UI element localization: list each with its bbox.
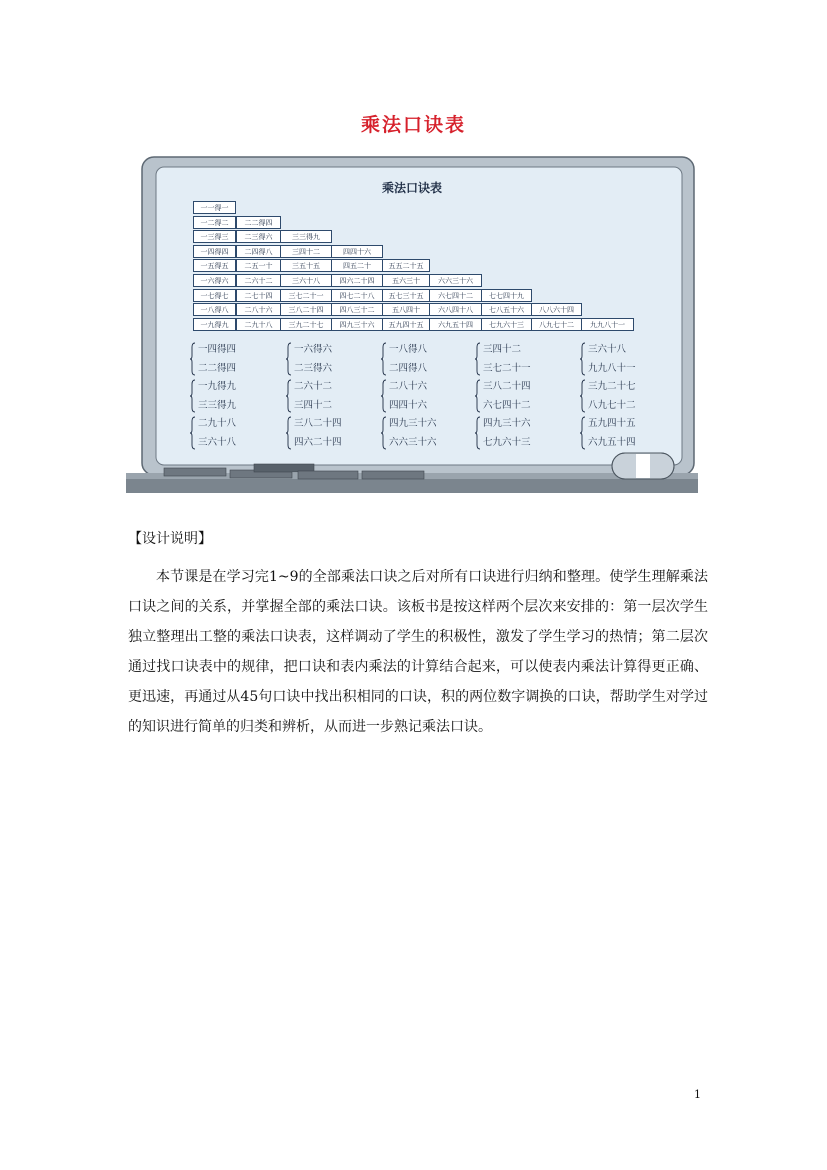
brace-mark <box>190 416 196 450</box>
pair-rhyme: 一六得六 <box>294 344 333 355</box>
page-number: 1 <box>694 1088 701 1101</box>
brace-mark <box>580 379 586 413</box>
table-cell: 二七十四 <box>236 289 281 302</box>
product-pair <box>475 378 567 416</box>
pair-rhyme: 四九三十六 <box>389 418 437 429</box>
table-cell: 六七四十二 <box>429 289 482 302</box>
product-pair <box>580 341 672 379</box>
table-cell: 三五十五 <box>280 259 332 272</box>
table-cell: 一五得五 <box>193 259 236 272</box>
pair-rhyme: 三六十八 <box>588 344 627 355</box>
table-cell: 八八六十四 <box>531 303 582 316</box>
table-cell: 二二得四 <box>236 216 281 229</box>
table-cell: 三六十八 <box>280 274 332 287</box>
table-cell: 九九八十一 <box>581 318 634 331</box>
pair-rhyme: 二八十六 <box>389 381 428 392</box>
brace-mark <box>286 342 292 376</box>
page-title: 乘法口诀表 <box>360 114 466 136</box>
table-cell: 二六十二 <box>236 274 281 287</box>
brace-mark <box>286 416 292 450</box>
table-cell: 七七四十九 <box>481 289 532 302</box>
pair-rhyme: 三七二十一 <box>483 363 531 374</box>
table-cell: 八九七十二 <box>531 318 582 331</box>
table-cell: 二九十八 <box>236 318 281 331</box>
table-cell: 一二得二 <box>193 216 236 229</box>
pair-rhyme: 三四十二 <box>294 400 333 411</box>
product-pair <box>381 378 473 416</box>
brace-mark <box>286 379 292 413</box>
table-cell: 四六二十四 <box>331 274 383 287</box>
table-cell: 五六三十 <box>382 274 430 287</box>
pair-rhyme: 三九二十七 <box>588 381 636 392</box>
product-pair <box>286 378 378 416</box>
pair-rhyme: 七九六十三 <box>483 437 531 448</box>
table-cell: 一九得九 <box>193 318 236 331</box>
table-cell: 三三得九 <box>280 230 332 243</box>
product-pair <box>580 378 672 416</box>
table-cell: 六八四十八 <box>429 303 482 316</box>
table-cell: 五八四十 <box>382 303 430 316</box>
table-cell: 四九三十六 <box>331 318 383 331</box>
table-cell: 一一得一 <box>193 201 236 214</box>
pair-rhyme: 三六十八 <box>198 437 237 448</box>
table-cell: 五五二十五 <box>382 259 430 272</box>
pair-rhyme: 六九五十四 <box>588 437 636 448</box>
table-cell: 一七得七 <box>193 289 236 302</box>
table-cell: 二五一十 <box>236 259 281 272</box>
table-cell: 七八五十六 <box>481 303 532 316</box>
brace-mark <box>381 416 387 450</box>
product-pair <box>190 341 282 379</box>
pair-rhyme: 三八二十四 <box>483 381 531 392</box>
pair-rhyme: 三四十二 <box>483 344 522 355</box>
pair-rhyme: 三八二十四 <box>294 418 342 429</box>
pair-rhyme: 四六二十四 <box>294 437 342 448</box>
pair-rhyme: 二四得八 <box>389 363 428 374</box>
table-cell: 六六三十六 <box>429 274 482 287</box>
pair-rhyme: 一四得四 <box>198 344 237 355</box>
pair-rhyme: 九九八十一 <box>588 363 636 374</box>
pair-rhyme: 二二得四 <box>198 363 237 374</box>
table-cell: 一三得三 <box>193 230 236 243</box>
brace-mark <box>580 342 586 376</box>
brace-mark <box>381 342 387 376</box>
pair-rhyme: 二三得六 <box>294 363 333 374</box>
table-cell: 四七二十八 <box>331 289 383 302</box>
pair-rhyme: 六六三十六 <box>389 437 437 448</box>
table-cell: 四四十六 <box>331 245 383 258</box>
brace-mark <box>381 379 387 413</box>
pair-rhyme: 六七四十二 <box>483 400 531 411</box>
table-cell: 一四得四 <box>193 245 236 258</box>
design-note-paragraph: 本节课是在学习完1~9的全部乘法口诀之后对所有口诀进行归纳和整理。使学生理解乘法口诀之间的关系，并掌握全部的乘法口诀。该板书是按这样两个层次来安排的：第一层次学生独立整理出工整的乘法口诀表，这样调动了学生的积极性，激发了学生学习的热情；第二层次通过找口诀表中的规律，把口诀和表内乘法的计算结合起来，可以使表内乘法计算得更正确、更迅速，再通过从45句口诀中找出积相同的口诀，积的两位数字调换的口诀，帮助学生对学过的知识进行简单的归类和辨析，从而进一步熟记乘法口诀。 <box>128 569 708 735</box>
brace-mark <box>475 342 481 376</box>
table-cell: 三七二十一 <box>280 289 332 302</box>
brace-mark <box>190 342 196 376</box>
blackboard-illustration <box>126 155 698 495</box>
product-pair <box>580 415 672 453</box>
table-cell: 三八二十四 <box>280 303 332 316</box>
table-cell: 一六得六 <box>193 274 236 287</box>
table-cell: 四八三十二 <box>331 303 383 316</box>
brace-mark <box>190 379 196 413</box>
design-note-heading: 【设计说明】 <box>128 531 212 547</box>
product-pair <box>475 415 567 453</box>
product-pair <box>286 341 378 379</box>
pair-rhyme: 一八得八 <box>389 344 428 355</box>
product-pair <box>190 378 282 416</box>
table-cell: 二四得八 <box>236 245 281 258</box>
brace-mark <box>475 379 481 413</box>
product-pair <box>381 415 473 453</box>
table-cell: 四五二十 <box>331 259 383 272</box>
table-cell: 二八十六 <box>236 303 281 316</box>
table-cell: 二三得六 <box>236 230 281 243</box>
product-pair <box>190 415 282 453</box>
product-pair <box>475 341 567 379</box>
table-cell: 一八得八 <box>193 303 236 316</box>
pair-rhyme: 二九十八 <box>198 418 237 429</box>
table-cell: 六九五十四 <box>429 318 482 331</box>
product-pair <box>286 415 378 453</box>
pair-rhyme: 四四十六 <box>389 400 428 411</box>
pair-rhyme: 二六十二 <box>294 381 333 392</box>
pair-rhyme: 三三得九 <box>198 400 237 411</box>
table-cell: 七九六十三 <box>481 318 532 331</box>
pair-rhyme: 四九三十六 <box>483 418 531 429</box>
brace-mark <box>475 416 481 450</box>
table-cell: 五九四十五 <box>382 318 430 331</box>
product-pair <box>381 341 473 379</box>
table-cell: 三九二十七 <box>280 318 332 331</box>
pair-rhyme: 一九得九 <box>198 381 237 392</box>
pair-rhyme: 五九四十五 <box>588 418 636 429</box>
table-cell: 三四十二 <box>280 245 332 258</box>
brace-mark <box>580 416 586 450</box>
board-title: 乘法口诀表 <box>381 181 442 195</box>
pair-rhyme: 八九七十二 <box>588 400 636 411</box>
table-cell: 五七三十五 <box>382 289 430 302</box>
